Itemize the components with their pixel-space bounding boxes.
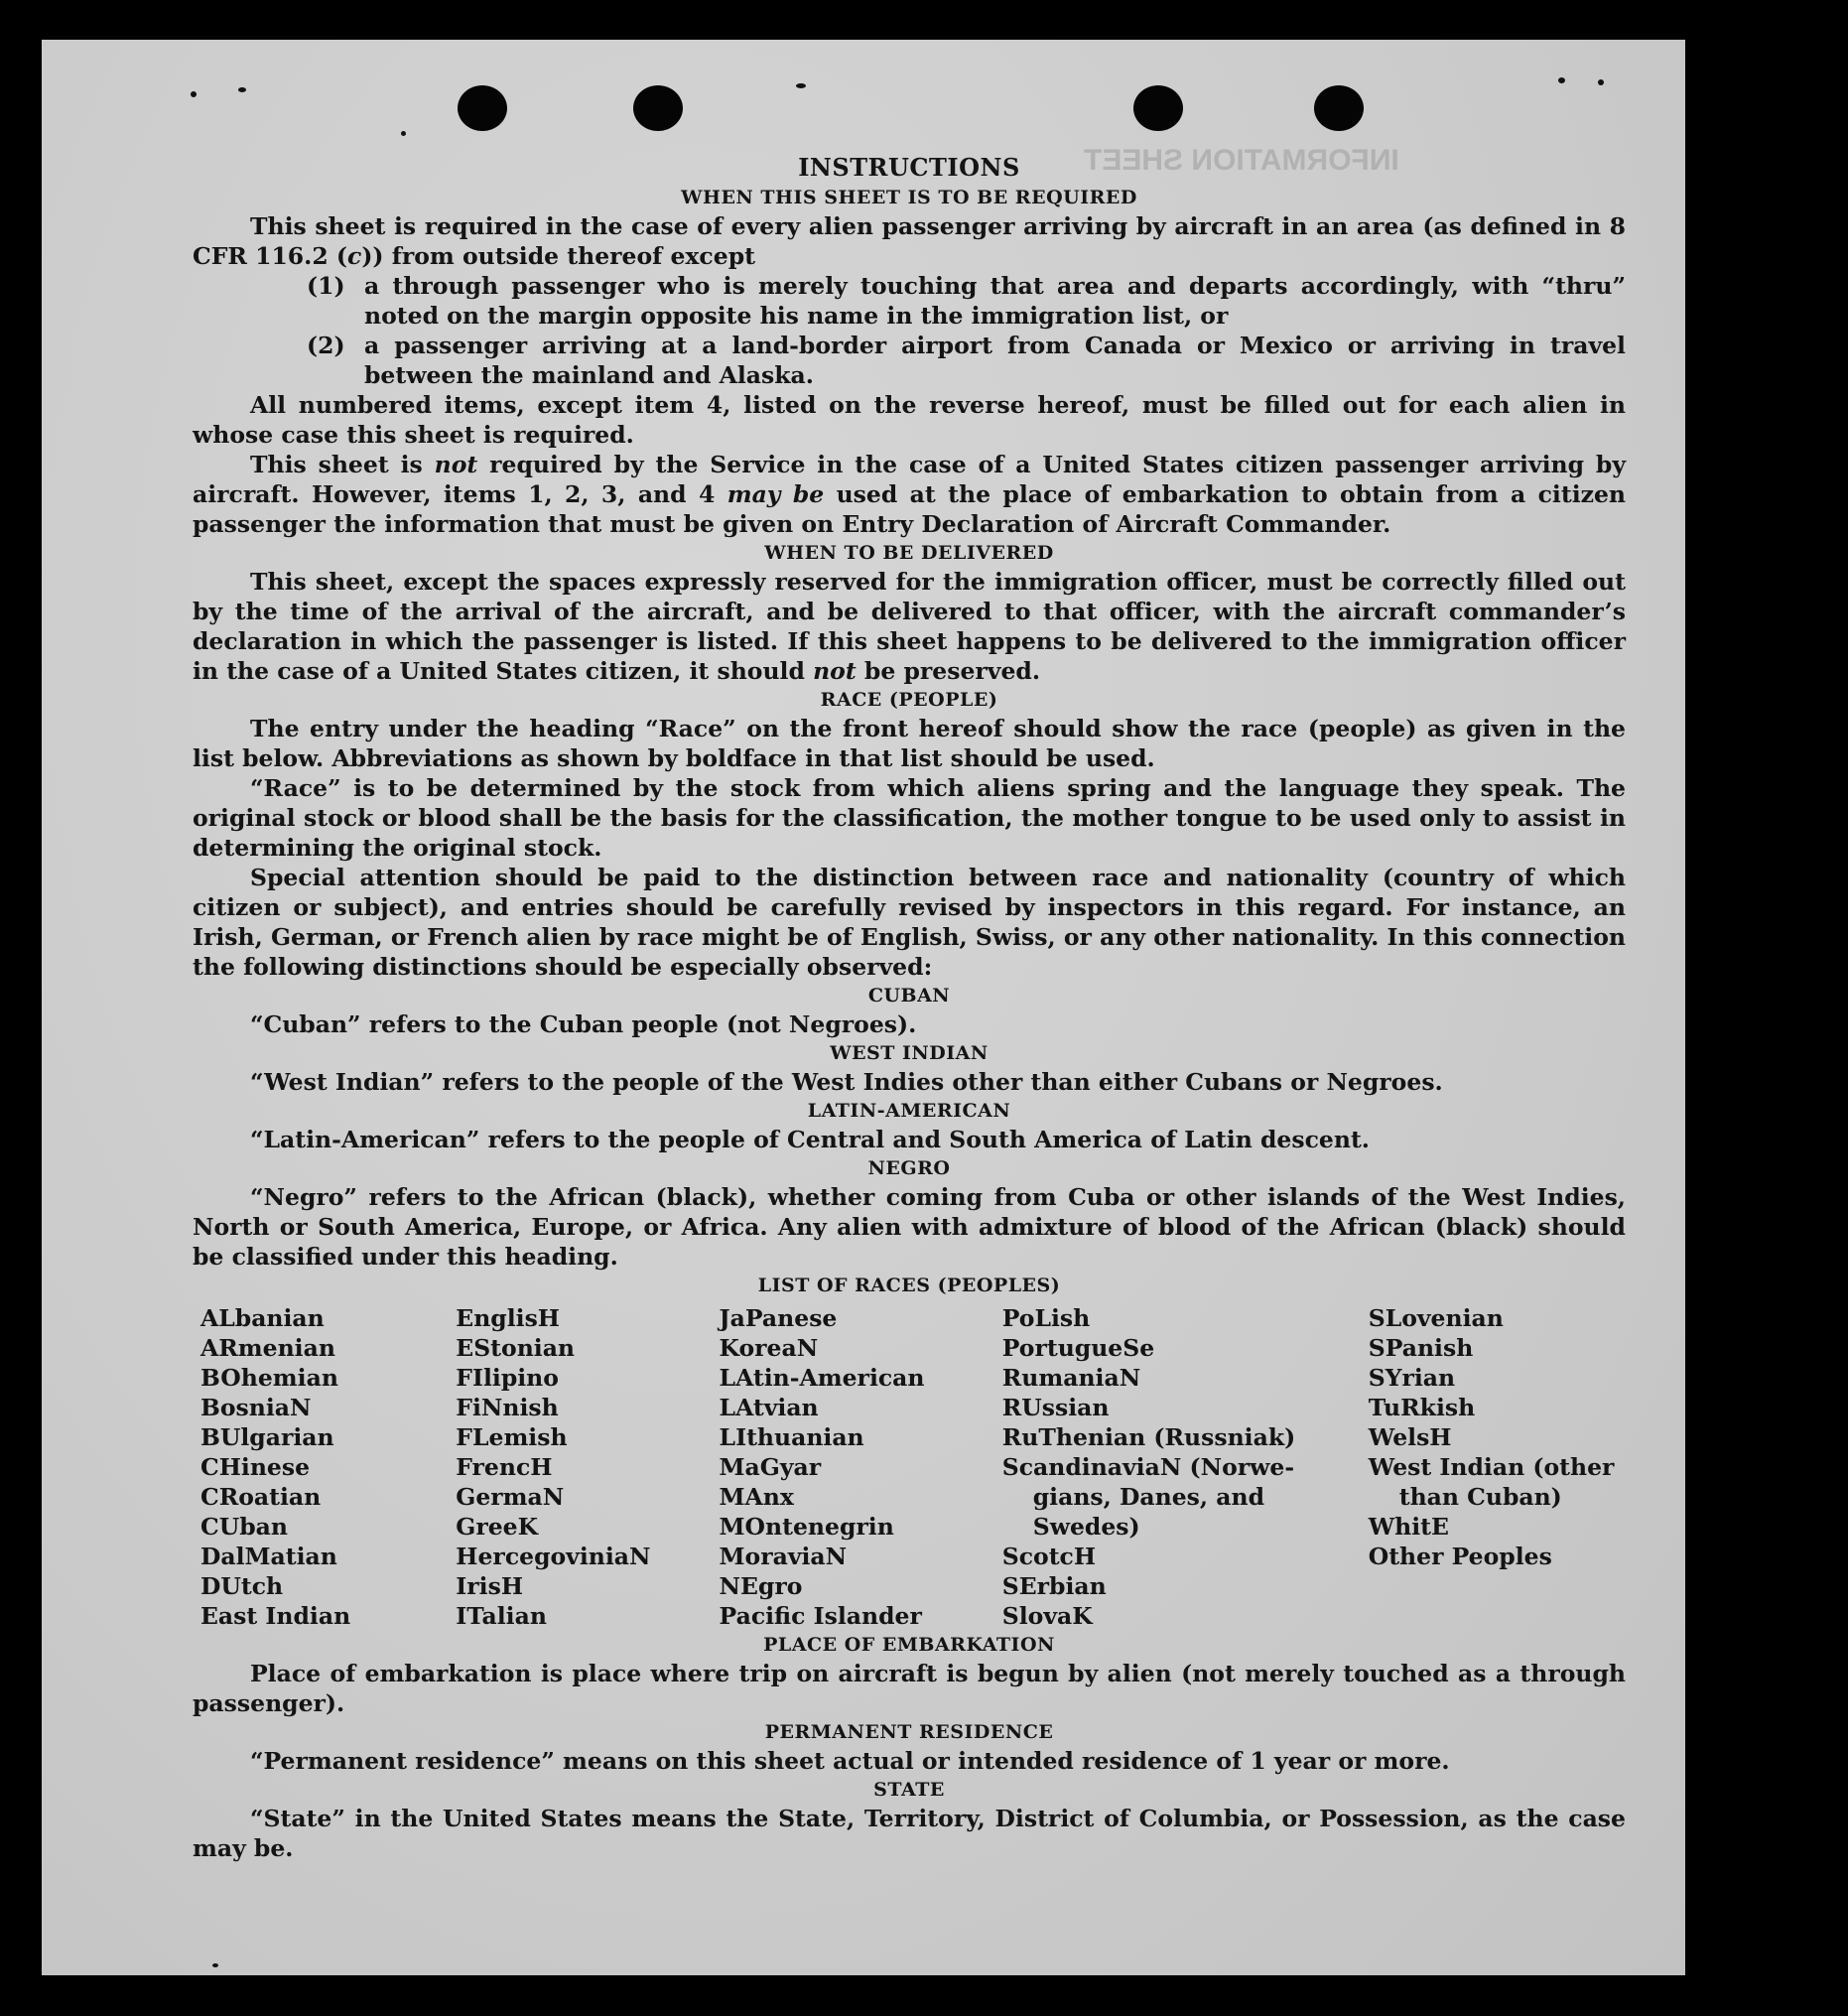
paragraph: The entry under the heading “Race” on the front hereof should show the race (people) as given in the list below. Abbreviations as shown by boldface in that list should be used. [193, 715, 1626, 772]
speck [238, 87, 246, 92]
races-column [720, 1303, 1002, 1631]
race-item: BUlgarian [200, 1423, 334, 1451]
race-item: GreeK [456, 1513, 539, 1541]
race-item: RUssian [1001, 1394, 1110, 1421]
race-item: JaPanese [719, 1304, 838, 1332]
exception-item: (2) a passenger arriving at a land-border airport from Canada or Mexico or arriving in travel between the mainland and Alaska. [307, 332, 1626, 389]
race-item: FLemish [456, 1423, 568, 1451]
race-item: KoreaN [719, 1334, 819, 1362]
race-item: CHinese [200, 1453, 311, 1481]
race-item: CUban [200, 1513, 288, 1541]
race-item: MOntenegrin [719, 1513, 894, 1541]
paragraph: This sheet, except the spaces expressly reserved for the immigration officer, must be correctly filled out by the time of the arrival of the aircraft, and be delivered to that officer, with the aircraft commander’s declaration in which the passenger is listed. If this sheet happens to be delivered to the immigration officer in the case of a United States citizen, it should not be preserved. [193, 568, 1626, 685]
race-item: FIlipino [456, 1364, 559, 1392]
speck [1558, 77, 1565, 83]
race-item: ARmenian [200, 1334, 335, 1362]
race-item: MoraviaN [719, 1543, 848, 1570]
race-item: Pacific Islander [719, 1602, 922, 1630]
races-column [1369, 1303, 1626, 1631]
race-item: HercegoviniaN [456, 1543, 651, 1570]
race-item: Other Peoples [1368, 1543, 1552, 1570]
paragraph: Place of embarkation is place where trip on aircraft is begun by alien (not merely touched as a through passenger). [193, 1660, 1626, 1717]
paragraph: “State” in the United States means the State, Territory, District of Columbia, or Possession, as the case may be. [193, 1805, 1626, 1862]
exception-item: (1) a through passenger who is merely touching that area and departs accordingly, with “thru” noted on the margin opposite his name in the immigration list, or [307, 272, 1626, 330]
page-title: INSTRUCTIONS [798, 153, 1020, 182]
race-item: BosniaN [200, 1394, 312, 1421]
heading-state: STATE [873, 1779, 945, 1801]
instructions-text [193, 152, 1626, 1863]
race-item: LAtin-American [719, 1364, 925, 1392]
race-item: RuThenian (Russniak) [1001, 1423, 1296, 1451]
race-item: LAtvian [719, 1394, 819, 1421]
race-item: EStonian [456, 1334, 576, 1362]
heading-embarkation: PLACE OF EMBARKATION [763, 1634, 1055, 1656]
speck [401, 131, 406, 136]
punch-hole [633, 85, 683, 131]
races-column [1002, 1303, 1369, 1631]
race-item-continued: than Cuban) [1398, 1483, 1562, 1511]
race-item: BOhemian [200, 1364, 338, 1392]
heading-when-required: WHEN THIS SHEET IS TO BE REQUIRED [681, 187, 1137, 208]
paragraph: This sheet is required in the case of every alien passenger arriving by aircraft in an area (as defined in 8 CFR 116.2 (c)) from outside thereof except [193, 212, 1626, 270]
speck [212, 1963, 218, 1967]
race-item: NEgro [719, 1572, 803, 1600]
race-item: PoLish [1001, 1304, 1091, 1332]
race-item: ScandinaviaN (Norwe- [1001, 1453, 1295, 1481]
race-item: IrisH [456, 1572, 524, 1600]
speck [191, 91, 197, 97]
heading-latin-american: LATIN-AMERICAN [807, 1100, 1011, 1122]
paragraph: “Latin-American” refers to the people of Central and South America of Latin descent. [250, 1126, 1370, 1153]
race-item: East Indian [200, 1602, 351, 1630]
race-item-continued: Swedes) [1032, 1513, 1140, 1541]
race-item: DalMatian [200, 1543, 337, 1570]
paragraph: “Cuban” refers to the Cuban people (not Negroes). [250, 1010, 917, 1038]
race-item: ITalian [456, 1602, 547, 1630]
race-item: SlovaK [1001, 1602, 1093, 1630]
race-item: SErbian [1001, 1572, 1107, 1600]
race-item: GermaN [456, 1483, 565, 1511]
heading-cuban: CUBAN [867, 985, 951, 1007]
race-item: EnglisH [456, 1304, 560, 1332]
paragraph: “West Indian” refers to the people of the West Indies other than either Cubans or Negroes. [250, 1068, 1443, 1096]
heading-list-of-races: LIST OF RACES (PEOPLES) [757, 1275, 1061, 1296]
race-item: WelsH [1368, 1423, 1452, 1451]
speck [1598, 79, 1604, 85]
race-item: RumaniaN [1001, 1364, 1141, 1392]
document-sheet [42, 40, 1685, 1975]
bleed-through-text: INFORMATION SHEET [1084, 144, 1399, 177]
race-item: MaGyar [719, 1453, 822, 1481]
race-item: WhitE [1368, 1513, 1449, 1541]
race-item: FiNnish [456, 1394, 559, 1421]
race-item: LIthuanian [719, 1423, 864, 1451]
paragraph: “Permanent residence” means on this sheet actual or intended residence of 1 year or more. [250, 1747, 1450, 1775]
race-item: West Indian (other [1368, 1453, 1615, 1481]
race-item-continued: gians, Danes, and [1032, 1483, 1264, 1511]
race-item: CRoatian [200, 1483, 322, 1511]
races-list [200, 1303, 1626, 1631]
paragraph: All numbered items, except item 4, listed on the reverse hereof, must be filled out for each alien in whose case this sheet is required. [193, 391, 1626, 449]
paragraph: “Negro” refers to the African (black), whether coming from Cuba or other islands of the West Indies, North or South America, Europe, or Africa. Any alien with admixture of blood of the African (black) should be classified under this heading. [193, 1183, 1626, 1271]
race-item: TuRkish [1368, 1394, 1476, 1421]
races-column [200, 1303, 456, 1631]
paragraph: This sheet is not required by the Service in the case of a United States citizen passenger arriving by aircraft. However, items 1, 2, 3, and 4 may be used at the place of embarkation to obtain from a citizen passenger the information that must be given on Entry Declaration of Aircraft Commander. [193, 451, 1627, 538]
speck [796, 83, 806, 88]
race-item: MAnx [719, 1483, 794, 1511]
paragraph: “Race” is to be determined by the stock from which aliens spring and the language they speak. The original stock or blood shall be the basis for the classification, the mother tongue to be used only to assist in determining the original stock. [193, 774, 1626, 862]
race-item: ScotcH [1001, 1543, 1097, 1570]
heading-race: RACE (PEOPLE) [820, 689, 998, 711]
race-item: SLovenian [1368, 1304, 1504, 1332]
heading-west-indian: WEST INDIAN [830, 1042, 989, 1064]
race-item: PortugueSe [1001, 1334, 1155, 1362]
race-item: SPanish [1368, 1334, 1474, 1362]
race-item: SYrian [1368, 1364, 1456, 1392]
paragraph: Special attention should be paid to the distinction between race and nationality (country of which citizen or subject), and entries should be carefully revised by inspectors in this regard. For instance, an Irish, German, or French alien by race might be of English, Swiss, or any other nationality. In this connection the following distinctions should be especially observed: [193, 864, 1626, 981]
race-item: FrencH [456, 1453, 553, 1481]
heading-negro: NEGRO [867, 1157, 951, 1179]
heading-when-delivered: WHEN TO BE DELIVERED [764, 542, 1054, 564]
race-item: ALbanian [200, 1304, 325, 1332]
race-item: DUtch [200, 1572, 284, 1600]
punch-hole [1133, 85, 1183, 131]
heading-permanent-residence: PERMANENT RESIDENCE [764, 1721, 1054, 1743]
punch-hole [458, 85, 507, 131]
punch-hole [1314, 85, 1364, 131]
races-column [456, 1303, 719, 1631]
